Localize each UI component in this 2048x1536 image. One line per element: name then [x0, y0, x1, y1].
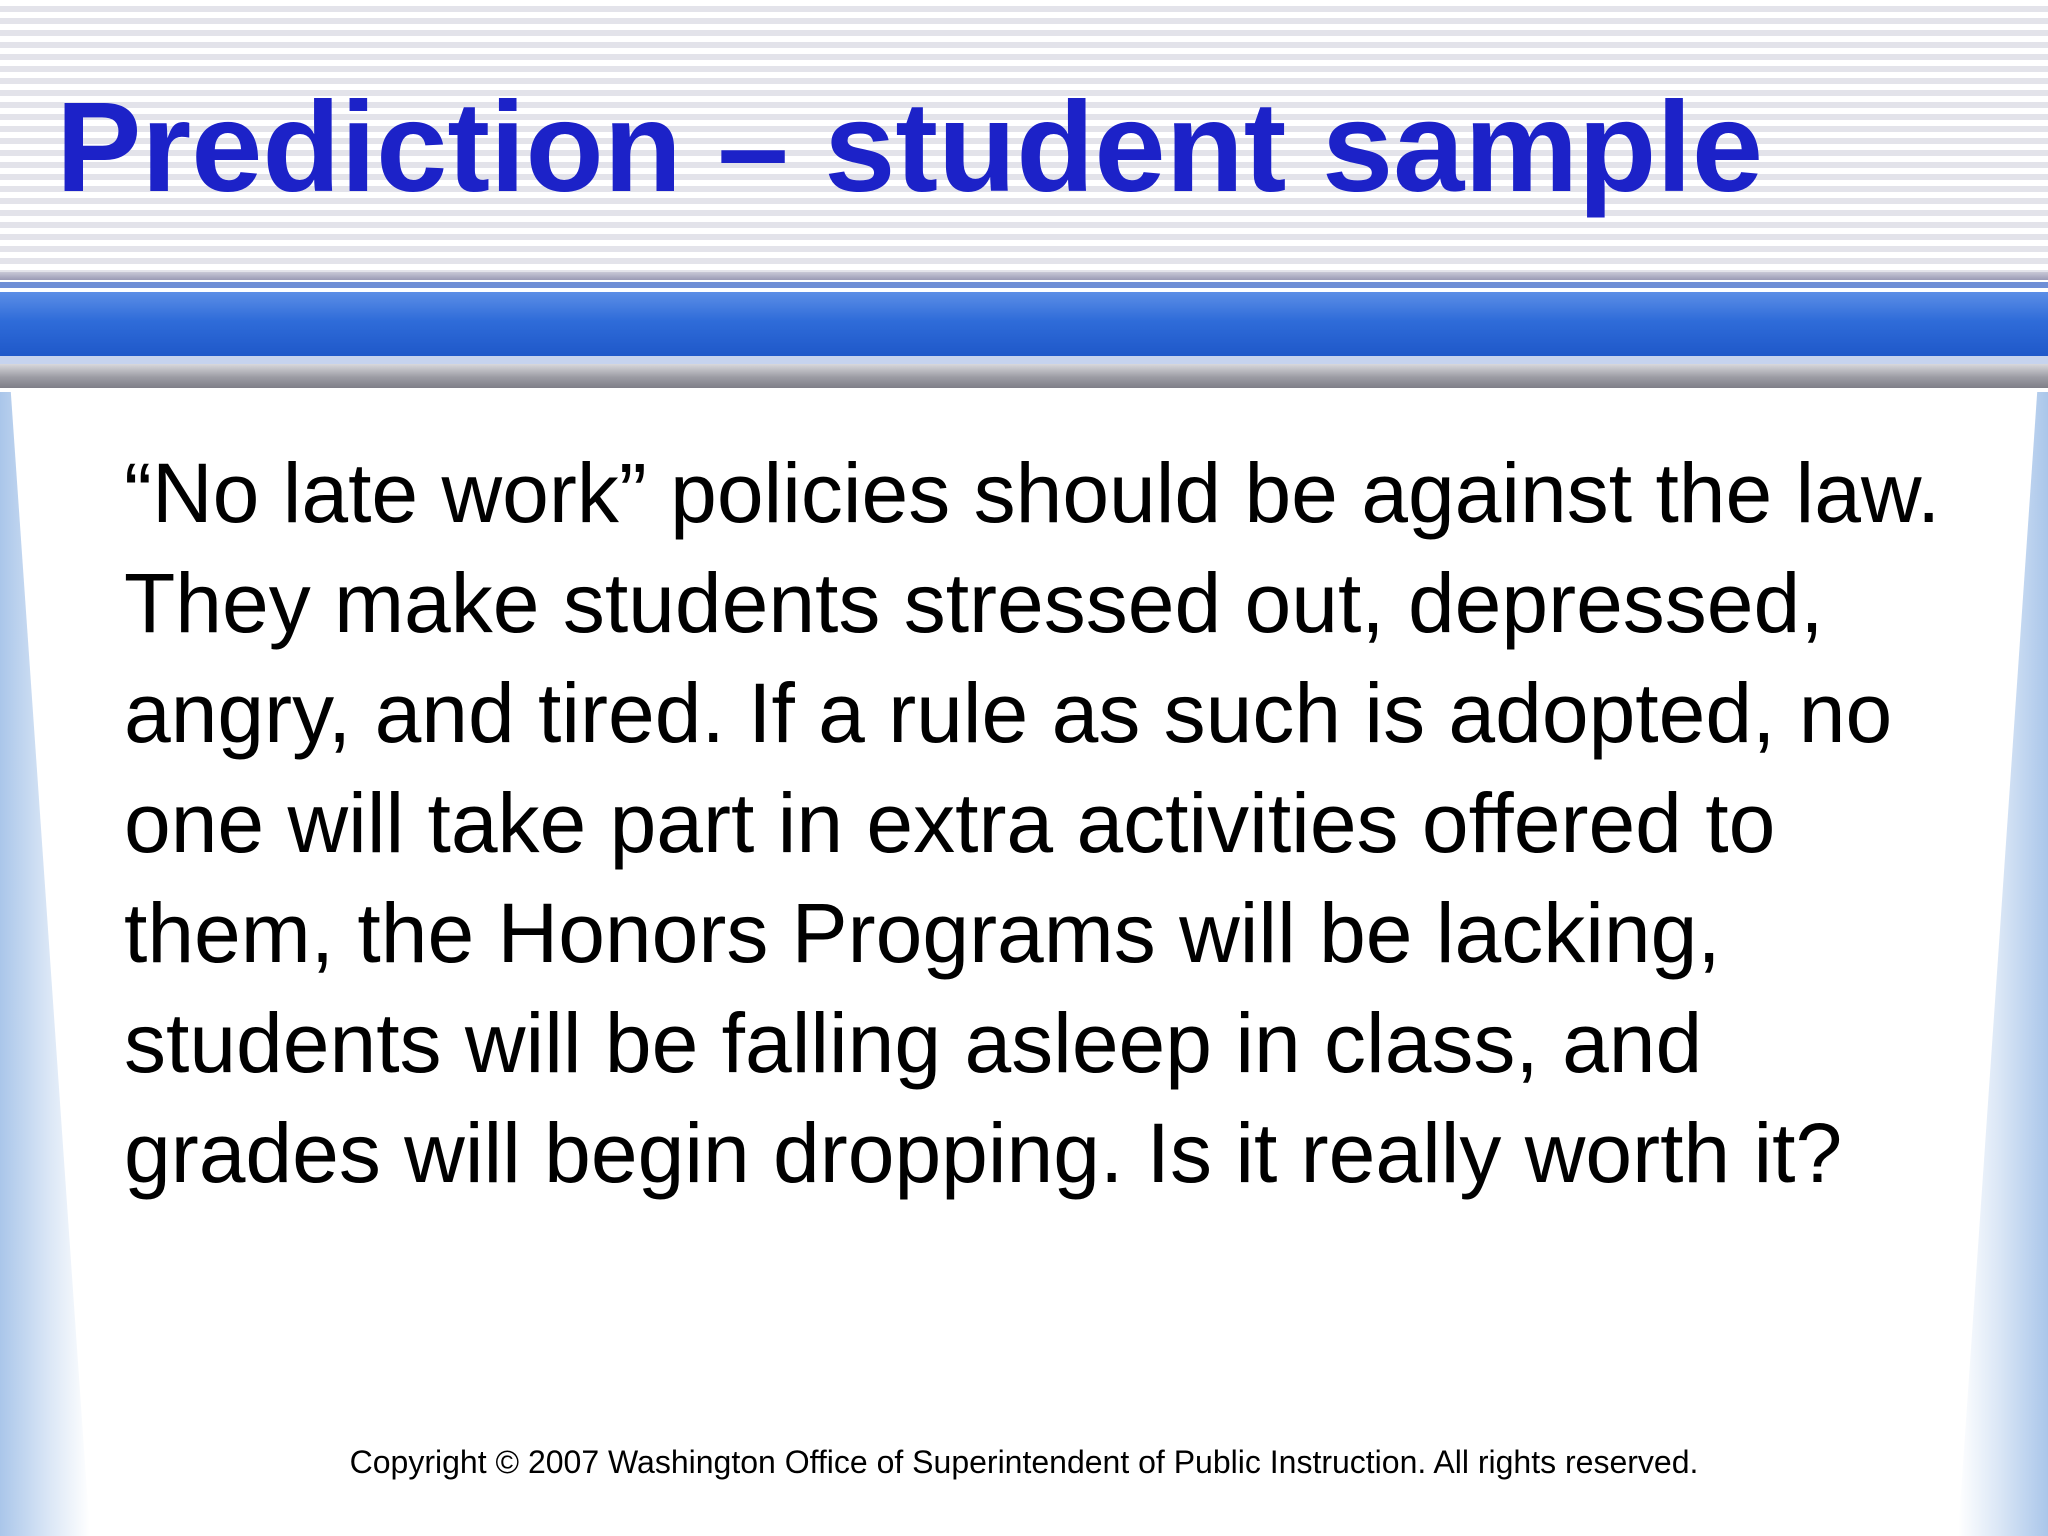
band-light-line — [0, 356, 2048, 364]
band-main-blue — [0, 292, 2048, 356]
header-divider-band — [0, 272, 2048, 392]
copyright-footer: Copyright © 2007 Washington Office of Superintendent of Public Instruction. All rights reserved. — [349, 1444, 1699, 1480]
band-top-edge — [0, 272, 2048, 280]
band-thin-line — [0, 282, 2048, 288]
left-side-gradient — [0, 392, 90, 1536]
student-sample-text: “No late work” policies should be against the law. They make students stressed out, depressed, angry, and tired. If a rule as such is adopted, no one will take part in extra activities offered to them, the Honors Programs will be lacking, students will be falling asleep in class, and grades will begin dropping. Is it really worth it? — [124, 446, 1941, 1200]
band-gray-shadow — [0, 364, 2048, 388]
slide-title: Prediction – student sample — [56, 76, 1764, 219]
right-side-gradient — [1958, 392, 2048, 1536]
